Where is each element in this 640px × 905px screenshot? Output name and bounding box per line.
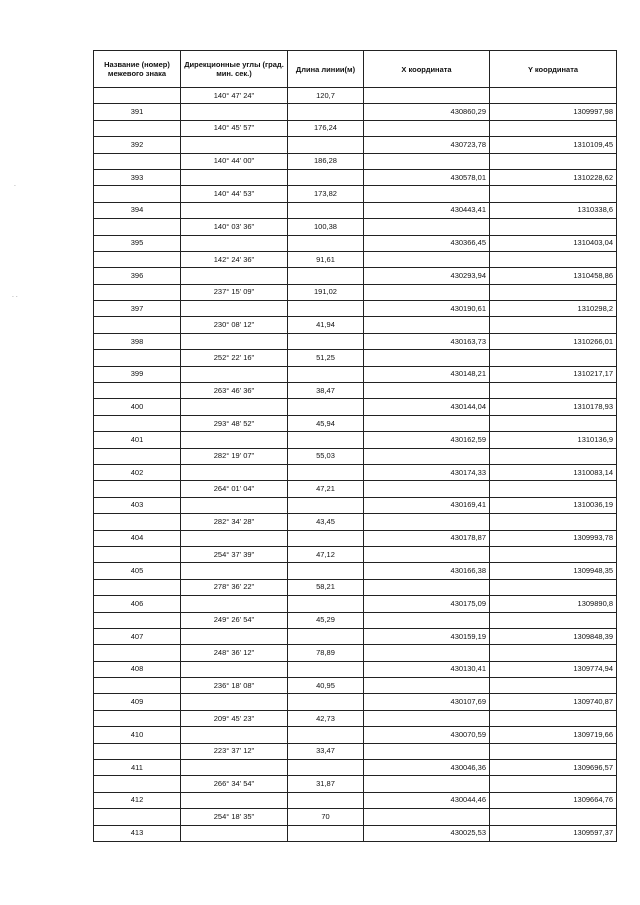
x-coordinate-cell: 430190,61 [364, 301, 490, 317]
y-coordinate-cell [490, 88, 617, 104]
table-row [94, 235, 617, 251]
table-row [94, 596, 617, 612]
y-coordinate-cell [490, 251, 617, 267]
table-row [94, 251, 617, 267]
mark-name-cell: 406 [94, 596, 181, 612]
line-length-cell [288, 792, 364, 808]
line-length-cell: 41,94 [288, 317, 364, 333]
mark-name-cell: 407 [94, 628, 181, 644]
line-length-cell [288, 727, 364, 743]
x-coordinate-cell: 430366,45 [364, 235, 490, 251]
mark-name-cell [94, 415, 181, 431]
x-coordinate-cell [364, 514, 490, 530]
x-coordinate-cell [364, 153, 490, 169]
x-coordinate-cell: 430175,09 [364, 596, 490, 612]
mark-name-cell [94, 612, 181, 628]
line-length-cell: 45,94 [288, 415, 364, 431]
direction-angle-cell: 266° 34' 54" [181, 776, 288, 792]
x-coordinate-cell [364, 678, 490, 694]
x-coordinate-cell [364, 645, 490, 661]
line-length-cell: 176,24 [288, 120, 364, 136]
direction-angle-cell: 140° 47' 24" [181, 88, 288, 104]
direction-angle-cell: 230° 08' 12" [181, 317, 288, 333]
line-length-cell: 186,28 [288, 153, 364, 169]
header-mark-name: Название (номер) межевого знака [94, 51, 181, 88]
mark-name-cell: 396 [94, 268, 181, 284]
direction-angle-cell [181, 333, 288, 349]
mark-name-cell [94, 776, 181, 792]
mark-name-cell [94, 579, 181, 595]
table-row [94, 350, 617, 366]
line-length-cell [288, 202, 364, 218]
line-length-cell [288, 694, 364, 710]
line-length-cell: 120,7 [288, 88, 364, 104]
y-coordinate-cell: 1310403,04 [490, 235, 617, 251]
direction-angle-cell [181, 628, 288, 644]
y-coordinate-cell: 1310036,19 [490, 497, 617, 513]
y-coordinate-cell [490, 317, 617, 333]
x-coordinate-cell: 430293,94 [364, 268, 490, 284]
direction-angle-cell: 236° 18' 08" [181, 678, 288, 694]
line-length-cell [288, 235, 364, 251]
table-body [94, 88, 617, 842]
direction-angle-cell: 140° 44' 53" [181, 186, 288, 202]
direction-angle-cell: 140° 03' 36" [181, 219, 288, 235]
table-row [94, 694, 617, 710]
line-length-cell: 70 [288, 809, 364, 825]
table-row [94, 661, 617, 677]
header-row [94, 51, 617, 88]
line-length-cell: 191,02 [288, 284, 364, 300]
table-row [94, 546, 617, 562]
x-coordinate-cell: 430178,87 [364, 530, 490, 546]
direction-angle-cell [181, 268, 288, 284]
x-coordinate-cell [364, 186, 490, 202]
table-row [94, 760, 617, 776]
y-coordinate-cell [490, 645, 617, 661]
table-row [94, 825, 617, 841]
table-row [94, 710, 617, 726]
line-length-cell: 78,89 [288, 645, 364, 661]
direction-angle-cell [181, 727, 288, 743]
header-x-coordinate: X координата [364, 51, 490, 88]
y-coordinate-cell [490, 350, 617, 366]
table-row [94, 104, 617, 120]
direction-angle-cell [181, 169, 288, 185]
line-length-cell [288, 399, 364, 415]
x-coordinate-cell: 430723,78 [364, 137, 490, 153]
x-coordinate-cell [364, 448, 490, 464]
direction-angle-cell: 293° 48' 52" [181, 415, 288, 431]
x-coordinate-cell [364, 743, 490, 759]
direction-angle-cell: 282° 34' 28" [181, 514, 288, 530]
x-coordinate-cell [364, 546, 490, 562]
table-row [94, 792, 617, 808]
mark-name-cell [94, 678, 181, 694]
table-row [94, 497, 617, 513]
x-coordinate-cell: 430148,21 [364, 366, 490, 382]
mark-name-cell: 411 [94, 760, 181, 776]
table-row [94, 530, 617, 546]
line-length-cell [288, 628, 364, 644]
mark-name-cell [94, 546, 181, 562]
line-length-cell [288, 104, 364, 120]
x-coordinate-cell [364, 612, 490, 628]
direction-angle-cell: 249° 26' 54" [181, 612, 288, 628]
y-coordinate-cell: 1310458,86 [490, 268, 617, 284]
direction-angle-cell [181, 497, 288, 513]
x-coordinate-cell: 430860,29 [364, 104, 490, 120]
mark-name-cell [94, 317, 181, 333]
line-length-cell: 45,29 [288, 612, 364, 628]
line-length-cell [288, 366, 364, 382]
y-coordinate-cell: 1310083,14 [490, 464, 617, 480]
table-row [94, 432, 617, 448]
line-length-cell: 58,21 [288, 579, 364, 595]
mark-name-cell: 391 [94, 104, 181, 120]
direction-angle-cell: 248° 36' 12" [181, 645, 288, 661]
table-row [94, 415, 617, 431]
x-coordinate-cell: 430162,59 [364, 432, 490, 448]
direction-angle-cell: 209° 45' 23" [181, 710, 288, 726]
y-coordinate-cell: 1309696,57 [490, 760, 617, 776]
direction-angle-cell [181, 563, 288, 579]
mark-name-cell [94, 350, 181, 366]
boundary-marks-table [93, 50, 617, 842]
x-coordinate-cell: 430107,69 [364, 694, 490, 710]
y-coordinate-cell: 1309719,66 [490, 727, 617, 743]
table-row [94, 776, 617, 792]
y-coordinate-cell: 1309997,98 [490, 104, 617, 120]
table-row [94, 579, 617, 595]
line-length-cell [288, 301, 364, 317]
line-length-cell [288, 497, 364, 513]
line-length-cell [288, 661, 364, 677]
direction-angle-cell: 140° 44' 00" [181, 153, 288, 169]
line-length-cell [288, 596, 364, 612]
table-row [94, 481, 617, 497]
y-coordinate-cell [490, 776, 617, 792]
table-row [94, 727, 617, 743]
line-length-cell [288, 825, 364, 841]
y-coordinate-cell: 1310338,6 [490, 202, 617, 218]
y-coordinate-cell [490, 612, 617, 628]
x-coordinate-cell [364, 317, 490, 333]
table-row [94, 612, 617, 628]
mark-name-cell [94, 186, 181, 202]
direction-angle-cell: 254° 37' 39" [181, 546, 288, 562]
y-coordinate-cell: 1309597,37 [490, 825, 617, 841]
table-row [94, 219, 617, 235]
line-length-cell: 47,21 [288, 481, 364, 497]
y-coordinate-cell: 1309664,76 [490, 792, 617, 808]
table-row [94, 645, 617, 661]
y-coordinate-cell: 1310228,62 [490, 169, 617, 185]
x-coordinate-cell [364, 415, 490, 431]
direction-angle-cell: 237° 15' 09" [181, 284, 288, 300]
mark-name-cell: 403 [94, 497, 181, 513]
line-length-cell [288, 169, 364, 185]
y-coordinate-cell: 1309948,35 [490, 563, 617, 579]
x-coordinate-cell: 430159,19 [364, 628, 490, 644]
y-coordinate-cell [490, 514, 617, 530]
x-coordinate-cell [364, 284, 490, 300]
table-row [94, 563, 617, 579]
y-coordinate-cell: 1309890,8 [490, 596, 617, 612]
line-length-cell [288, 432, 364, 448]
mark-name-cell: 393 [94, 169, 181, 185]
table-row [94, 317, 617, 333]
table-row [94, 120, 617, 136]
scan-speck: · [14, 183, 16, 190]
y-coordinate-cell [490, 186, 617, 202]
table-row [94, 202, 617, 218]
line-length-cell [288, 760, 364, 776]
direction-angle-cell: 252° 22' 16" [181, 350, 288, 366]
line-length-cell [288, 464, 364, 480]
line-length-cell: 42,73 [288, 710, 364, 726]
y-coordinate-cell [490, 579, 617, 595]
table-row [94, 268, 617, 284]
line-length-cell [288, 563, 364, 579]
table-row [94, 464, 617, 480]
mark-name-cell [94, 88, 181, 104]
y-coordinate-cell [490, 120, 617, 136]
x-coordinate-cell [364, 219, 490, 235]
y-coordinate-cell: 1309774,94 [490, 661, 617, 677]
x-coordinate-cell [364, 120, 490, 136]
table-row [94, 366, 617, 382]
x-coordinate-cell [364, 383, 490, 399]
table-row [94, 333, 617, 349]
line-length-cell [288, 530, 364, 546]
line-length-cell: 91,61 [288, 251, 364, 267]
y-coordinate-cell: 1309740,87 [490, 694, 617, 710]
mark-name-cell: 410 [94, 727, 181, 743]
x-coordinate-cell: 430025,53 [364, 825, 490, 841]
direction-angle-cell: 264° 01' 04" [181, 481, 288, 497]
x-coordinate-cell: 430166,38 [364, 563, 490, 579]
direction-angle-cell [181, 301, 288, 317]
line-length-cell: 100,38 [288, 219, 364, 235]
mark-name-cell: 392 [94, 137, 181, 153]
line-length-cell: 31,87 [288, 776, 364, 792]
mark-name-cell [94, 743, 181, 759]
y-coordinate-cell [490, 415, 617, 431]
table-row [94, 448, 617, 464]
direction-angle-cell: 282° 19' 07" [181, 448, 288, 464]
x-coordinate-cell: 430578,01 [364, 169, 490, 185]
x-coordinate-cell: 430046,36 [364, 760, 490, 776]
mark-name-cell: 398 [94, 333, 181, 349]
y-coordinate-cell [490, 809, 617, 825]
direction-angle-cell: 263° 46' 36" [181, 383, 288, 399]
line-length-cell [288, 333, 364, 349]
y-coordinate-cell [490, 678, 617, 694]
mark-name-cell: 394 [94, 202, 181, 218]
x-coordinate-cell: 430044,46 [364, 792, 490, 808]
direction-angle-cell: 223° 37' 12" [181, 743, 288, 759]
scan-speck: · · [12, 294, 18, 301]
mark-name-cell: 400 [94, 399, 181, 415]
table-row [94, 153, 617, 169]
x-coordinate-cell [364, 710, 490, 726]
y-coordinate-cell [490, 383, 617, 399]
direction-angle-cell [181, 530, 288, 546]
mark-name-cell [94, 645, 181, 661]
y-coordinate-cell: 1310178,93 [490, 399, 617, 415]
y-coordinate-cell: 1309993,78 [490, 530, 617, 546]
direction-angle-cell [181, 366, 288, 382]
header-direction-angle: Дирекционные углы (град. мин. сек.) [181, 51, 288, 88]
mark-name-cell: 413 [94, 825, 181, 841]
line-length-cell [288, 137, 364, 153]
header-y-coordinate: Y координата [490, 51, 617, 88]
direction-angle-cell [181, 235, 288, 251]
line-length-cell: 40,95 [288, 678, 364, 694]
mark-name-cell [94, 219, 181, 235]
mark-name-cell: 395 [94, 235, 181, 251]
table-row [94, 383, 617, 399]
line-length-cell: 55,03 [288, 448, 364, 464]
x-coordinate-cell: 430174,33 [364, 464, 490, 480]
mark-name-cell [94, 809, 181, 825]
direction-angle-cell [181, 825, 288, 841]
table-row [94, 137, 617, 153]
mark-name-cell [94, 153, 181, 169]
table-row [94, 169, 617, 185]
direction-angle-cell: 278° 36' 22" [181, 579, 288, 595]
y-coordinate-cell: 1310136,9 [490, 432, 617, 448]
direction-angle-cell [181, 399, 288, 415]
x-coordinate-cell: 430070,59 [364, 727, 490, 743]
y-coordinate-cell: 1310266,01 [490, 333, 617, 349]
x-coordinate-cell: 430130,41 [364, 661, 490, 677]
x-coordinate-cell [364, 809, 490, 825]
table-row [94, 186, 617, 202]
mark-name-cell: 405 [94, 563, 181, 579]
mark-name-cell [94, 383, 181, 399]
direction-angle-cell [181, 661, 288, 677]
x-coordinate-cell [364, 776, 490, 792]
line-length-cell: 173,82 [288, 186, 364, 202]
line-length-cell: 43,45 [288, 514, 364, 530]
y-coordinate-cell [490, 219, 617, 235]
table-row [94, 88, 617, 104]
x-coordinate-cell: 430443,41 [364, 202, 490, 218]
x-coordinate-cell: 430169,41 [364, 497, 490, 513]
direction-angle-cell [181, 432, 288, 448]
mark-name-cell: 402 [94, 464, 181, 480]
direction-angle-cell [181, 596, 288, 612]
x-coordinate-cell: 430163,73 [364, 333, 490, 349]
mark-name-cell [94, 448, 181, 464]
table-row [94, 743, 617, 759]
direction-angle-cell: 142° 24' 36" [181, 251, 288, 267]
table-row [94, 809, 617, 825]
line-length-cell: 47,12 [288, 546, 364, 562]
mark-name-cell [94, 251, 181, 267]
y-coordinate-cell: 1310109,45 [490, 137, 617, 153]
table-row [94, 514, 617, 530]
y-coordinate-cell [490, 743, 617, 759]
y-coordinate-cell [490, 448, 617, 464]
direction-angle-cell [181, 104, 288, 120]
header-line-length: Длина линии(м) [288, 51, 364, 88]
mark-name-cell [94, 710, 181, 726]
x-coordinate-cell [364, 579, 490, 595]
table-row [94, 284, 617, 300]
direction-angle-cell [181, 760, 288, 776]
y-coordinate-cell: 1310298,2 [490, 301, 617, 317]
mark-name-cell: 404 [94, 530, 181, 546]
y-coordinate-cell [490, 284, 617, 300]
mark-name-cell [94, 481, 181, 497]
direction-angle-cell: 140° 45' 57" [181, 120, 288, 136]
mark-name-cell: 409 [94, 694, 181, 710]
table-row [94, 301, 617, 317]
table-row [94, 399, 617, 415]
direction-angle-cell [181, 464, 288, 480]
table-row [94, 628, 617, 644]
mark-name-cell: 412 [94, 792, 181, 808]
y-coordinate-cell: 1309848,39 [490, 628, 617, 644]
line-length-cell: 33,47 [288, 743, 364, 759]
x-coordinate-cell [364, 251, 490, 267]
line-length-cell [288, 268, 364, 284]
line-length-cell: 38,47 [288, 383, 364, 399]
mark-name-cell [94, 514, 181, 530]
mark-name-cell: 401 [94, 432, 181, 448]
mark-name-cell: 399 [94, 366, 181, 382]
mark-name-cell: 408 [94, 661, 181, 677]
x-coordinate-cell [364, 88, 490, 104]
table-row [94, 678, 617, 694]
mark-name-cell: 397 [94, 301, 181, 317]
direction-angle-cell: 254° 18' 35" [181, 809, 288, 825]
line-length-cell: 51,25 [288, 350, 364, 366]
y-coordinate-cell [490, 710, 617, 726]
x-coordinate-cell [364, 350, 490, 366]
y-coordinate-cell [490, 546, 617, 562]
y-coordinate-cell [490, 153, 617, 169]
mark-name-cell [94, 284, 181, 300]
direction-angle-cell [181, 202, 288, 218]
direction-angle-cell [181, 137, 288, 153]
y-coordinate-cell: 1310217,17 [490, 366, 617, 382]
y-coordinate-cell [490, 481, 617, 497]
direction-angle-cell [181, 694, 288, 710]
direction-angle-cell [181, 792, 288, 808]
x-coordinate-cell [364, 481, 490, 497]
x-coordinate-cell: 430144,04 [364, 399, 490, 415]
mark-name-cell [94, 120, 181, 136]
